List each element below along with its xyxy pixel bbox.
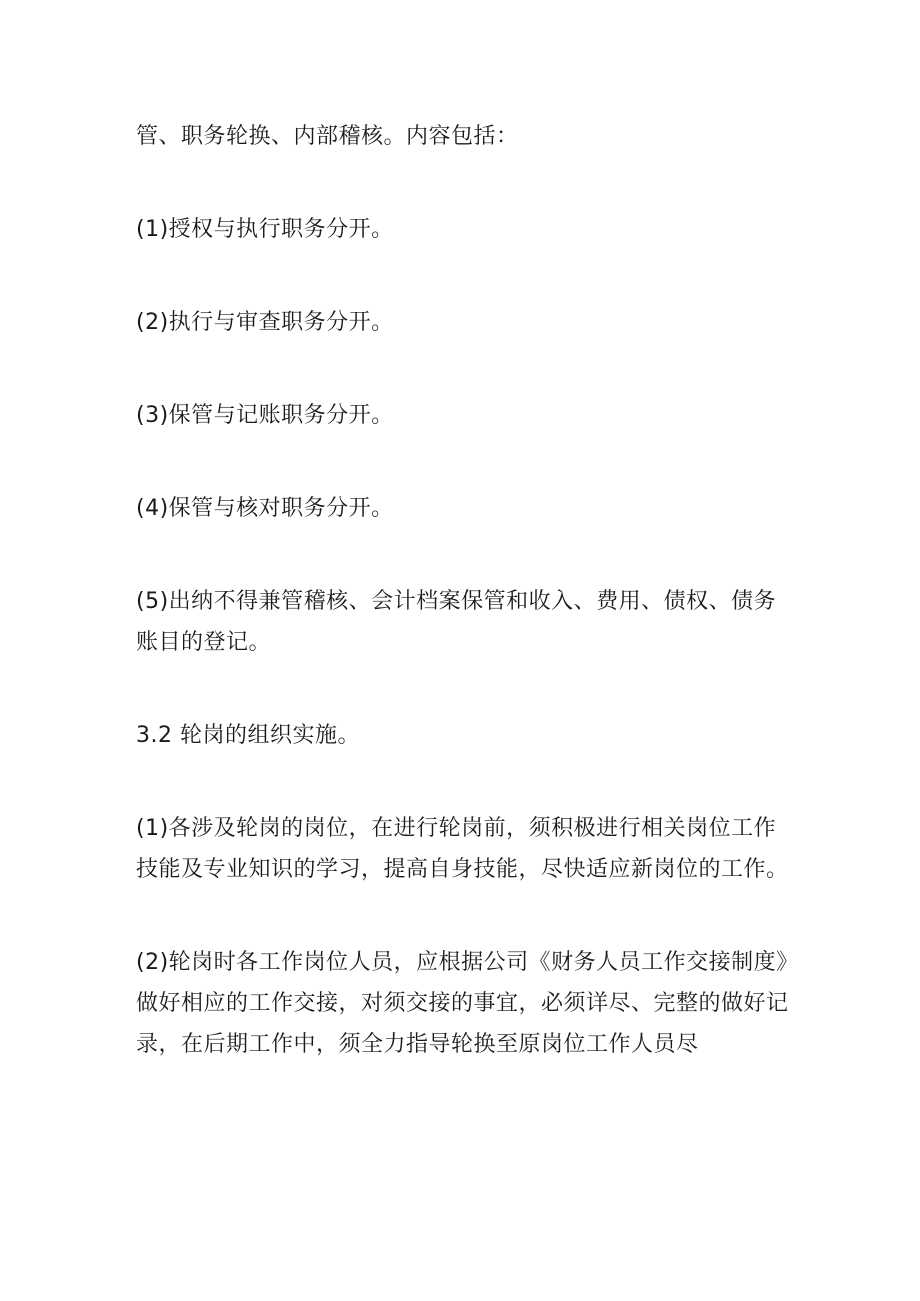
paragraph-intro: 管、职务轮换、内部稽核。内容包括： [136,124,519,149]
paragraph-item-3: (3)保管与记账职务分开。 [136,403,394,428]
paragraph-item-5: (5)出纳不得兼管稽核、会计档案保管和收入、费用、债权、债务账目的登记。 [136,589,777,655]
paragraph-rotation-2: (2)轮岗时各工作岗位人员，应根据公司《财务人员工作交接制度》做好相应的工作交接，对须交接的事宜，必须详尽、完整的做好记录，在后期工作中，须全力指导轮换至原岗位工作人员尽 [136,950,789,1057]
paragraph-item-1: (1)授权与执行职务分开。 [136,217,394,242]
document-body [136,116,796,1065]
paragraph-item-2: (2)执行与审查职务分开。 [136,310,394,335]
section-heading-3-2: 3.2 轮岗的组织实施。 [136,723,360,748]
paragraph-rotation-1: (1)各涉及轮岗的岗位，在进行轮岗前，须积极进行相关岗位工作技能及专业知识的学习，提高自身技能，尽快适应新岗位的工作。 [136,816,789,882]
paragraph-item-4: (4)保管与核对职务分开。 [136,496,394,521]
